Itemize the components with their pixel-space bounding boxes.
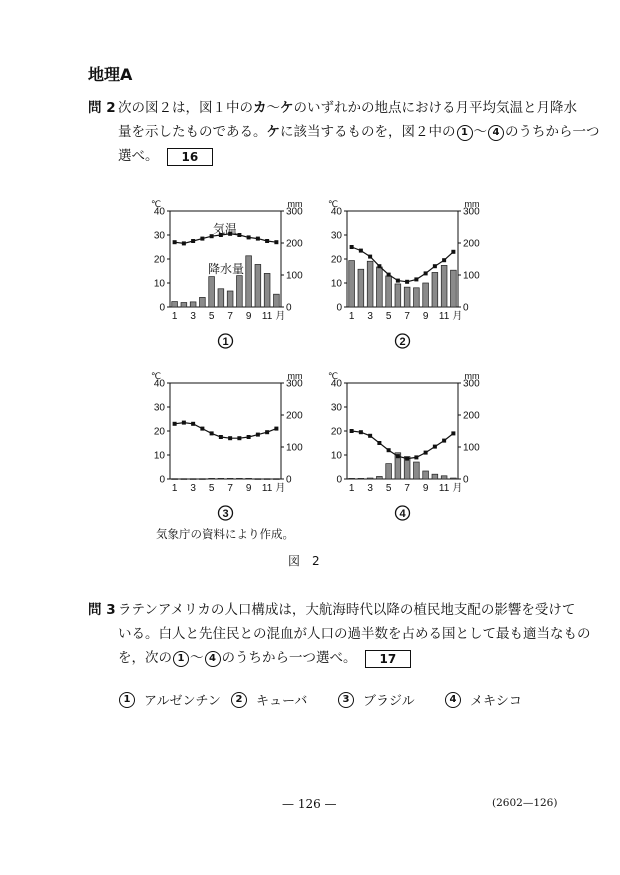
precip-bar (237, 478, 243, 479)
x-tick-label: 5 (385, 483, 392, 494)
temperature-point (396, 279, 400, 283)
temperature-point (442, 439, 446, 443)
precip-bar (377, 267, 383, 307)
climate-charts (140, 196, 485, 526)
temperature-point (377, 441, 381, 445)
precip-bar (441, 476, 447, 479)
plot-frame (347, 383, 458, 479)
temperature-point (433, 445, 437, 449)
option-number: 4 (445, 692, 461, 708)
precip-bar (190, 479, 196, 480)
precip-bar (237, 276, 243, 307)
option-number: 3 (338, 692, 354, 708)
precip-bar (386, 464, 392, 479)
chart-number: 3 (222, 508, 229, 520)
option-3[interactable] (337, 690, 415, 709)
precip-bar (451, 270, 457, 307)
precip-bar (274, 294, 280, 307)
y-tick-label: 0 (336, 302, 342, 314)
question-text: 次の図２は，図１中のカ～ケのいずれかの地点における月平均気温と月降水 量を示したものである。ケに該当するものを，図２中の 1 ～ 4 のうちから一つ 選べ。 16 (118, 100, 600, 164)
y2-tick-label: 300 (463, 206, 480, 218)
y2-tick-label: 0 (463, 474, 469, 486)
section-title: 地理A (88, 65, 133, 84)
temperature-point (359, 430, 363, 434)
temperature-point (350, 245, 354, 249)
y-tick-label: 0 (159, 302, 165, 314)
temperature-point (442, 258, 446, 262)
answer-box[interactable]: 17 (365, 650, 412, 668)
precip-bar (246, 256, 252, 307)
precip-bar (423, 283, 429, 307)
y-tick-label: 0 (159, 474, 165, 486)
x-tick-label: 7 (227, 483, 233, 494)
y2-tick-label: 200 (463, 238, 480, 250)
y2-tick-label: 300 (463, 378, 480, 390)
temperature-point (228, 436, 232, 440)
temperature-annotation: 気温 (212, 222, 238, 236)
temperature-point (368, 255, 372, 259)
x-tick-label: 1 (348, 483, 355, 494)
temperature-point (350, 429, 354, 433)
chart-number: 4 (399, 508, 406, 520)
answer-box[interactable]: 16 (167, 148, 214, 166)
y2-tick-label: 0 (463, 302, 469, 314)
x-tick-label: 9 (422, 311, 429, 322)
precip-bar (181, 479, 187, 480)
y-tick-label: 40 (153, 378, 165, 390)
page-number: — 126 — (282, 797, 337, 811)
temperature-point (173, 240, 177, 244)
x-tick-label: 7 (404, 311, 410, 322)
x-tick-label: 9 (422, 483, 429, 494)
precip-bar (349, 261, 355, 307)
temperature-point (359, 249, 363, 253)
x-tick-label: 3 (190, 311, 196, 322)
y-tick-label: 40 (153, 206, 165, 218)
precip-bar (209, 478, 215, 479)
precip-bar (218, 289, 224, 307)
precip-bar (227, 478, 233, 479)
precipitation-annotation: 降水量 (207, 262, 245, 276)
precip-bar (218, 478, 224, 479)
question-text: ラテンアメリカの人口構成は，大航海時代以降の植民地支配の影響を受けて いる。白人と先住民との混血が人口の過半数を占める国として最も適当なもの を，次の 1 ～ 4 のうちから一つ選べ。 17 (118, 602, 591, 666)
x-tick-label: 11 (261, 483, 273, 494)
temperature-point (424, 451, 428, 455)
precip-bar (432, 272, 438, 307)
climate-chart-3 (151, 371, 303, 520)
x-tick-label: 11 (438, 483, 450, 494)
choice-number-1: 1 (457, 125, 473, 141)
precip-bar (358, 269, 364, 307)
temperature-point (265, 430, 269, 434)
precip-bar (190, 302, 196, 307)
temperature-point (210, 431, 214, 435)
temperature-point (274, 427, 278, 431)
precip-bar (181, 303, 187, 307)
temperature-point (368, 434, 372, 438)
temperature-point (200, 237, 204, 241)
temperature-point (424, 271, 428, 275)
x-tick-label: 3 (367, 311, 373, 322)
precip-bar (404, 287, 410, 307)
x-tick-label: 1 (348, 311, 355, 322)
choice-number-1: 1 (173, 651, 189, 667)
temperature-point (191, 239, 195, 243)
question-number: 問 3 (88, 602, 116, 618)
temperature-point (200, 427, 204, 431)
temp-unit-label: ℃ (327, 371, 339, 381)
x-tick-label: 5 (208, 311, 215, 322)
y2-tick-label: 200 (463, 410, 480, 422)
climate-chart-2 (328, 199, 480, 348)
temperature-point (405, 457, 409, 461)
precip-bar (172, 302, 178, 307)
option-number: 2 (231, 692, 247, 708)
temperature-point (265, 239, 269, 243)
option-1[interactable] (118, 690, 221, 709)
y-tick-label: 30 (153, 402, 165, 414)
y-tick-label: 10 (330, 278, 342, 290)
question-2 (88, 96, 600, 176)
precip-bar (377, 476, 383, 479)
precip-bar (255, 479, 261, 480)
y2-tick-label: 200 (286, 410, 303, 422)
choice-number-4: 4 (205, 651, 221, 667)
temperature-point (387, 448, 391, 452)
x-tick-label: 7 (404, 483, 410, 494)
y2-tick-label: 100 (286, 270, 303, 282)
temperature-line (352, 247, 454, 282)
temperature-point (414, 277, 418, 281)
y-tick-label: 20 (330, 426, 342, 438)
y-tick-label: 30 (330, 230, 342, 242)
temperature-point (451, 431, 455, 435)
y-tick-label: 10 (330, 450, 342, 462)
y2-tick-label: 100 (463, 270, 480, 282)
precip-bar (386, 276, 392, 307)
y2-tick-label: 100 (463, 442, 480, 454)
plot-frame (170, 383, 281, 479)
precip-bar (227, 291, 233, 307)
y2-tick-label: 300 (286, 206, 303, 218)
y-tick-label: 0 (336, 474, 342, 486)
temperature-point (451, 250, 455, 254)
temperature-point (237, 233, 241, 237)
y-tick-label: 40 (330, 378, 342, 390)
x-tick-label: 5 (208, 483, 215, 494)
choice-number-4: 4 (488, 125, 504, 141)
precip-bar (451, 478, 457, 479)
precip-bar (255, 264, 261, 307)
temperature-point (377, 264, 381, 268)
y-tick-label: 40 (330, 206, 342, 218)
temperature-point (405, 280, 409, 284)
temperature-point (173, 422, 177, 426)
temperature-point (396, 454, 400, 458)
temperature-point (256, 433, 260, 437)
y-tick-label: 30 (330, 402, 342, 414)
option-4[interactable] (444, 690, 522, 709)
x-tick-label: 3 (367, 483, 373, 494)
option-text: ブラジル (363, 694, 415, 709)
precip-bar (209, 277, 215, 307)
temperature-point (247, 235, 251, 239)
precip-unit-label: mm (464, 199, 480, 209)
precip-bar (349, 478, 355, 479)
precip-bar (432, 474, 438, 479)
precip-bar (414, 462, 420, 479)
precip-bar (367, 478, 373, 479)
precip-bar (264, 479, 270, 480)
temperature-line (175, 423, 277, 439)
y2-tick-label: 200 (286, 238, 303, 250)
precip-bar (246, 478, 252, 479)
y-tick-label: 20 (153, 254, 165, 266)
temp-unit-label: ℃ (150, 371, 162, 381)
y-tick-label: 10 (153, 450, 165, 462)
temp-unit-label: ℃ (150, 199, 162, 209)
temperature-point (182, 421, 186, 425)
temperature-point (274, 240, 278, 244)
temperature-point (256, 237, 260, 241)
temperature-point (387, 273, 391, 277)
temperature-point (191, 422, 195, 426)
y2-tick-label: 300 (286, 378, 303, 390)
y-tick-label: 30 (153, 230, 165, 242)
precip-bar (172, 479, 178, 480)
y2-tick-label: 0 (286, 474, 292, 486)
x-tick-label: 9 (245, 311, 252, 322)
precip-bar (274, 479, 280, 480)
x-tick-label: 11 (438, 311, 450, 322)
option-text: メキシコ (470, 694, 522, 709)
option-number: 1 (119, 692, 135, 708)
x-tick-label: 9 (245, 483, 252, 494)
option-2[interactable] (230, 690, 307, 709)
chart-number: 1 (222, 336, 229, 348)
precip-unit-label: mm (287, 371, 303, 381)
x-tick-label: 1 (171, 311, 178, 322)
temperature-point (247, 435, 251, 439)
x-tick-label: 7 (227, 311, 233, 322)
question-3 (88, 598, 591, 678)
precip-bar (358, 478, 364, 479)
precip-bar (441, 265, 447, 307)
precip-bar (264, 273, 270, 307)
precip-bar (200, 479, 206, 480)
precip-bar (200, 297, 206, 307)
precip-bar (414, 288, 420, 307)
precip-bar (423, 471, 429, 479)
temperature-point (414, 455, 418, 459)
chart-number: 2 (399, 336, 406, 348)
x-unit-label: 月 (452, 311, 463, 322)
source-note: 気象庁の資料により作成。 (156, 527, 294, 541)
temperature-point (182, 241, 186, 245)
precip-bar (367, 261, 373, 307)
option-text: アルゼンチン (144, 694, 221, 709)
y2-tick-label: 100 (286, 442, 303, 454)
temperature-line (352, 431, 454, 459)
x-tick-label: 11 (261, 311, 273, 322)
question-number: 問 2 (88, 100, 116, 116)
x-unit-label: 月 (275, 311, 286, 322)
x-tick-label: 5 (385, 311, 392, 322)
x-unit-label: 月 (275, 483, 286, 494)
y-tick-label: 10 (153, 278, 165, 290)
climate-chart-1 (151, 199, 303, 348)
precip-unit-label: mm (464, 371, 480, 381)
precip-unit-label: mm (287, 199, 303, 209)
temperature-point (237, 436, 241, 440)
x-tick-label: 1 (171, 483, 178, 494)
figure-caption: 図 2 (288, 554, 320, 568)
x-tick-label: 3 (190, 483, 196, 494)
y-tick-label: 20 (330, 254, 342, 266)
y2-tick-label: 0 (286, 302, 292, 314)
temperature-point (219, 435, 223, 439)
precip-bar (395, 284, 401, 307)
temperature-point (433, 264, 437, 268)
y-tick-label: 20 (153, 426, 165, 438)
climate-chart-4 (328, 371, 480, 520)
x-unit-label: 月 (452, 483, 463, 494)
option-text: キューバ (256, 694, 308, 709)
temp-unit-label: ℃ (327, 199, 339, 209)
exam-code: (2602—126) (492, 797, 558, 809)
